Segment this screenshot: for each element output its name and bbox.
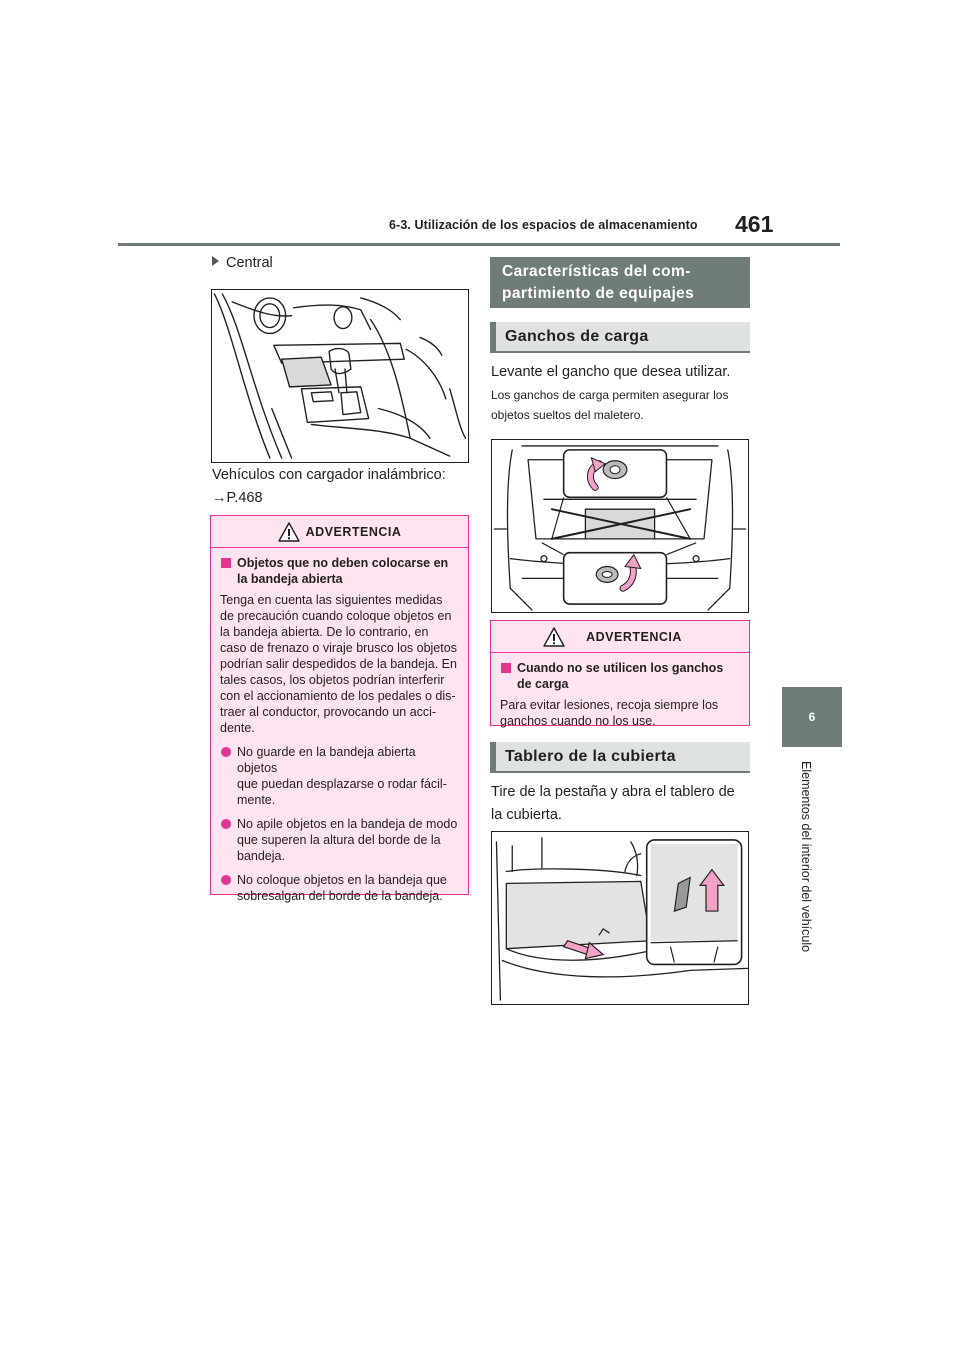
warning-title — [220, 555, 459, 587]
bullet-central — [212, 255, 273, 271]
warning-bullet-line: que superen la altura del borde de la — [237, 833, 441, 847]
board-instruction-line1: Tire de la pestaña y abra el tablero de — [491, 784, 735, 800]
warning-body — [220, 592, 459, 736]
board-instruction — [491, 781, 735, 827]
chapter-title — [795, 759, 815, 979]
warning-bullet — [220, 872, 459, 904]
section-heading-luggage-features — [490, 257, 750, 308]
warning-bullet — [220, 816, 459, 864]
warning-body-line: traer al conductor, provocando un acci- — [220, 705, 437, 719]
board-instruction-line2: la cubierta. — [491, 807, 562, 823]
warning-heading: ADVERTENCIA — [586, 629, 682, 644]
warning-bullet — [220, 744, 459, 808]
warning-bullet-line: que puedan desplazarse o rodar fácil- — [237, 777, 447, 791]
warning-header — [211, 516, 468, 548]
warning-body-line: Tenga en cuenta las siguientes medidas — [220, 593, 443, 607]
chapter-number: 6 — [808, 710, 816, 724]
warning-title-line2: de carga — [517, 677, 569, 691]
hooks-note — [491, 385, 728, 425]
warning-bullet-line: mente. — [237, 793, 276, 807]
warning-title-line2: la bandeja abierta — [237, 572, 343, 586]
deck-board-illustration — [491, 831, 749, 1005]
warning-bullet-line: bandeja. — [237, 849, 285, 863]
warning-triangle-icon — [543, 627, 565, 647]
warning-body-line: de precaución cuando coloque objetos en — [220, 609, 452, 623]
wireless-text-line1: Vehículos con cargador inalámbrico: — [212, 467, 446, 483]
warning-heading: ADVERTENCIA — [305, 524, 402, 539]
hooks-note-line2: objetos sueltos del maletero. — [491, 408, 644, 422]
section-title: 6-3. Utilización de los espacios de almacenamiento — [389, 218, 698, 232]
section-heading-line2: partimiento de equipajes — [502, 285, 695, 302]
warning-bullet-line: No apile objetos en la bandeja de modo — [237, 817, 458, 831]
hooks-instruction: Levante el gancho que desea utilizar. — [491, 364, 731, 380]
header-rule — [118, 243, 840, 246]
page-number: 461 — [735, 211, 774, 237]
warning-body-line: caso de frenazo o viraje brusco los objetos — [220, 641, 457, 655]
deck-board-drawing — [492, 832, 748, 1004]
warning-header — [491, 621, 749, 653]
cargo-hooks-illustration — [491, 439, 749, 613]
warning-bullet-line: sobresalgan del borde de la bandeja. — [237, 889, 443, 903]
hooks-note-line1: Los ganchos de carga permiten asegurar los — [491, 388, 729, 402]
section-heading-line1: Características del com- — [502, 263, 691, 280]
warning-bullet-line: No guarde en la bandeja abierta objetos — [237, 745, 416, 775]
warning-body-line: podrían salir despedidos de la bandeja. En — [220, 657, 457, 671]
chapter-title-text: Elementos del interior del vehículo — [799, 761, 813, 953]
warning-body-line: la bandeja abierta. De lo contrario, en — [220, 625, 429, 639]
cargo-hooks-drawing — [492, 440, 748, 612]
warning-body-line: dente. — [220, 721, 255, 735]
warning-body — [500, 697, 740, 729]
warning-body-line: tales casos, los objetos podrían interferir — [220, 673, 445, 687]
center-console-illustration — [211, 289, 469, 463]
warning-triangle-icon — [278, 522, 300, 542]
warning-body-line2: ganchos cuando no los use. — [500, 714, 656, 728]
warning-title-line1: Cuando no se utilicen los ganchos — [517, 661, 724, 675]
warning-title-line1: Objetos que no deben colocarse en — [237, 556, 449, 570]
warning-bullet-line: No coloque objetos en la bandeja que — [237, 873, 447, 887]
center-console-drawing — [212, 290, 468, 462]
subheading-cargo-hooks: Ganchos de carga — [490, 322, 750, 353]
warning-body-line1: Para evitar lesiones, recoja siempre los — [500, 698, 719, 712]
bullet-central-label: Central — [226, 255, 273, 271]
warning-body-line: con el accionamiento de los pedales o dis- — [220, 689, 456, 703]
subheading-deck-board: Tablero de la cubierta — [490, 742, 750, 773]
warning-box-open-tray — [210, 515, 469, 903]
warning-box-cargo-hooks — [490, 620, 750, 726]
wireless-page-reference[interactable]: →P.468 — [212, 490, 263, 506]
triangle-bullet-icon — [212, 256, 219, 266]
wireless-charger-text — [212, 464, 446, 510]
warning-title — [500, 660, 740, 692]
chapter-tab — [782, 687, 842, 747]
